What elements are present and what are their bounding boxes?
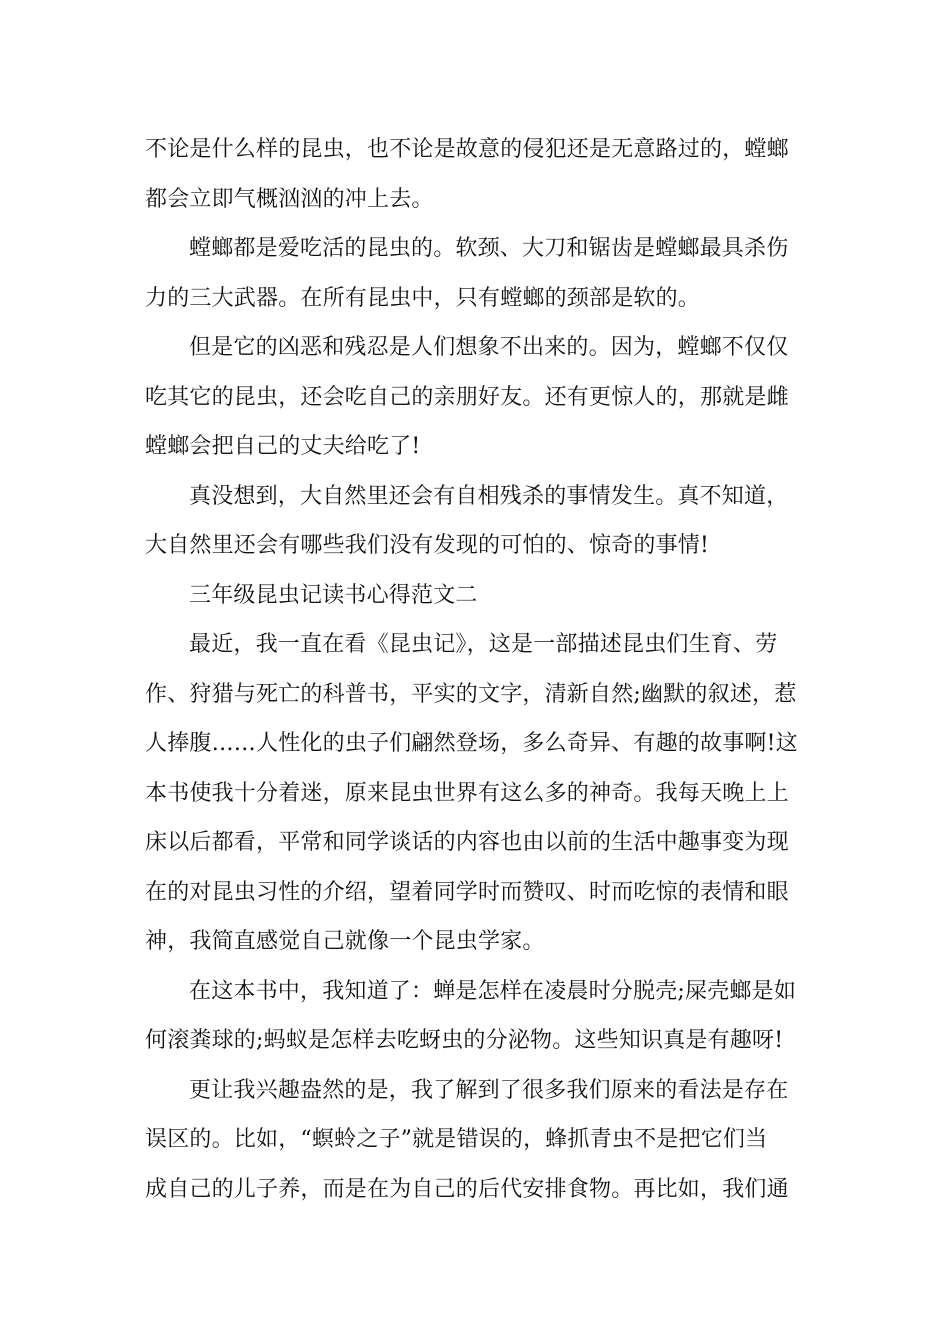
text-line: 但是它的凶恶和残忍是人们想象不出来的。因为，螳螂不仅仅 bbox=[189, 335, 789, 360]
text-line: 力的三大武器。在所有昆虫中，只有螳螂的颈部是软的。 bbox=[145, 285, 701, 311]
text-line: 本书使我十分着迷，原来昆虫世界有这么多的神奇。我每天晚上上 bbox=[145, 780, 789, 806]
text-line: 最近，我一直在看《昆虫记》，这是一部描述昆虫们生育、劳 bbox=[189, 632, 778, 657]
body-text bbox=[145, 125, 810, 1214]
text-line: 吃其它的昆虫，还会吃自己的亲朋好友。还有更惊人的，那就是雌 bbox=[145, 384, 789, 410]
text-line: 床以后都看，平常和同学谈话的内容也由以前的生活中趣事变为现 bbox=[145, 830, 789, 855]
text-line: 都会立即气概汹汹的冲上去。 bbox=[145, 186, 434, 212]
text-line: 螳螂会把自己的丈夫给吃了! bbox=[145, 434, 421, 459]
text-line: 更让我兴趣盎然的是，我了解到了很多我们原来的看法是存在 bbox=[189, 1077, 789, 1103]
text-line: 误区的。比如，“螟蛉之子”就是错误的，蜂抓青虫不是把它们当 bbox=[145, 1127, 768, 1152]
text-line: 人捧腹……人性化的虫子们翩然登场，多么奇异、有趣的故事啊!这 bbox=[145, 731, 798, 756]
text-line: 成自己的儿子养，而是在为自己的后代安排食物。再比如，我们通 bbox=[145, 1176, 789, 1202]
text-line: 何滚粪球的;蚂蚁是怎样去吃蚜虫的分泌物。这些知识真是有趣呀! bbox=[145, 1028, 784, 1053]
text-line: 神，我简直感觉自己就像一个昆虫学家。 bbox=[145, 929, 545, 954]
text-line: 在的对昆虫习性的介绍，望着同学时而赞叹、时而吃惊的表情和眼 bbox=[145, 879, 789, 905]
text-line: 螳螂都是爱吃活的昆虫的。软颈、大刀和锯齿是螳螂最具杀伤 bbox=[189, 236, 789, 261]
text-line: 大自然里还会有哪些我们没有发现的可怕的、惊奇的事情! bbox=[145, 533, 710, 558]
text-line: 作、狩猎与死亡的科普书，平实的文字，清新自然;幽默的叙述，惹 bbox=[145, 681, 797, 707]
section-heading: 三年级昆虫记读书心得范文二 bbox=[189, 582, 478, 608]
text-line: 不论是什么样的昆虫，也不论是故意的侵犯还是无意路过的，螳螂 bbox=[145, 137, 789, 162]
text-line: 真没想到，大自然里还会有自相残杀的事情发生。真不知道， bbox=[189, 483, 789, 509]
text-line: 在这本书中，我知道了：蝉是怎样在凌晨时分脱壳;屎壳螂是如 bbox=[189, 978, 797, 1004]
